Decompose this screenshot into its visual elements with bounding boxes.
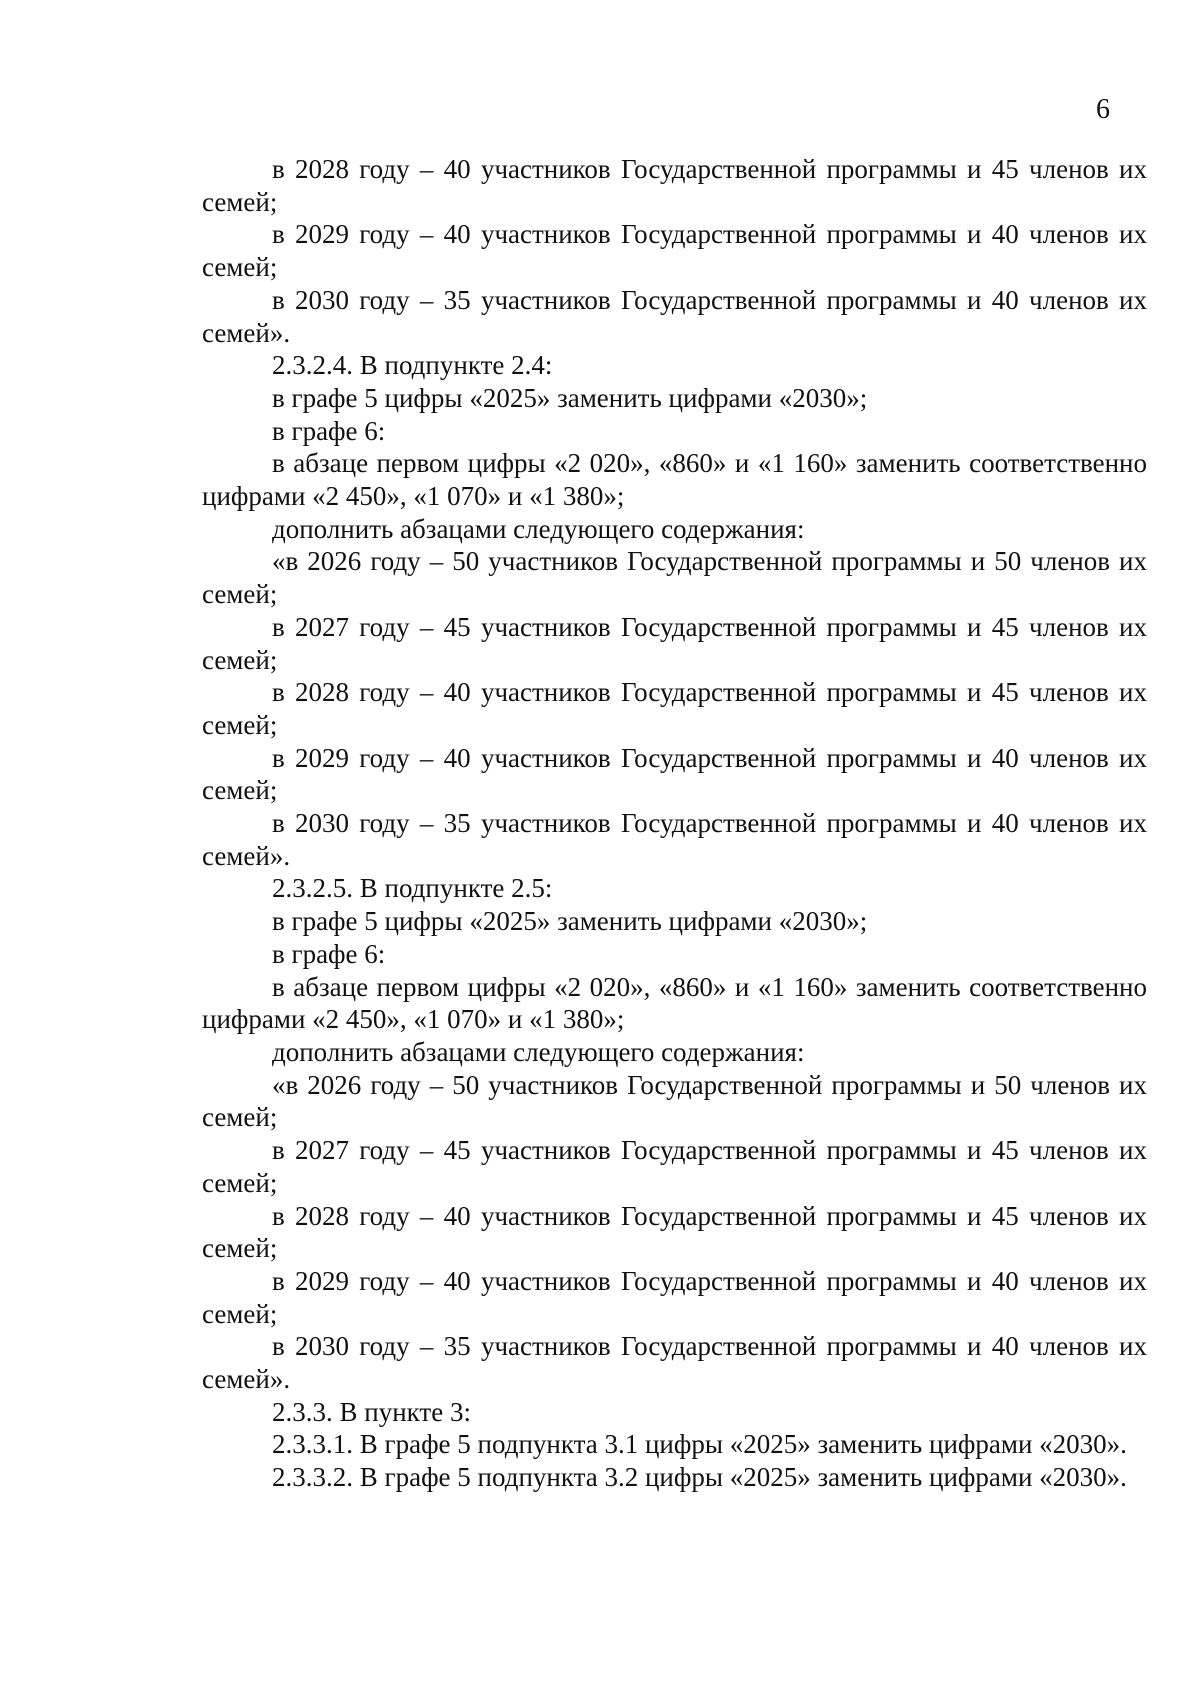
paragraph: в графе 6: bbox=[272, 415, 386, 446]
paragraph: в 2028 году – 40 участников Государственной программы и 45 членов их семей; bbox=[202, 154, 1147, 217]
paragraph: в графе 6: bbox=[272, 938, 386, 969]
paragraph: в абзаце первом цифры «2 020», «860» и «1 160» заменить соответственно цифрами «2 450», «1 070» и «1 380»; bbox=[202, 971, 1147, 1035]
paragraph: 2.3.3.1. В графе 5 подпункта 3.1 цифры «2025» заменить цифрами «2030». bbox=[272, 1429, 1127, 1460]
paragraph: в 2030 году – 35 участников Государственной программы и 40 членов их семей». bbox=[202, 1331, 1147, 1395]
paragraph: в 2027 году – 45 участников Государственной программы и 45 членов их семей; bbox=[202, 611, 1147, 675]
paragraph: 2.3.2.5. В подпункте 2.5: bbox=[272, 873, 553, 904]
paragraph: в 2030 году – 35 участников Государственной программы и 40 членов их семей». bbox=[202, 284, 1147, 348]
paragraph: в 2029 году – 40 участников Государственной программы и 40 членов их семей; bbox=[202, 742, 1147, 806]
paragraph: в графе 5 цифры «2025» заменить цифрами «2030»; bbox=[272, 906, 868, 937]
paragraph: в 2028 году – 40 участников Государственной программы и 45 членов их семей; bbox=[202, 677, 1147, 740]
paragraph: в 2029 году – 40 участников Государственной программы и 40 членов их семей; bbox=[202, 1265, 1147, 1329]
paragraph: «в 2026 году – 50 участников Государственной программы и 50 членов их семей; bbox=[202, 1069, 1147, 1133]
paragraph: в 2027 году – 45 участников Государственной программы и 45 членов их семей; bbox=[202, 1135, 1147, 1198]
paragraph: дополнить абзацами следующего содержания: bbox=[272, 1036, 805, 1067]
paragraph: в 2030 году – 35 участников Государственной программы и 40 членов их семей». bbox=[202, 808, 1147, 871]
paragraph: в абзаце первом цифры «2 020», «860» и «1 160» заменить соответственно цифрами «2 450», «1 070» и «1 380»; bbox=[202, 448, 1147, 512]
paragraph: в графе 5 цифры «2025» заменить цифрами «2030»; bbox=[272, 382, 868, 413]
paragraph: 2.3.2.4. В подпункте 2.4: bbox=[272, 350, 553, 381]
paragraph: в 2029 году – 40 участников Государственной программы и 40 членов их семей; bbox=[202, 219, 1147, 283]
paragraph: в 2028 году – 40 участников Государственной программы и 45 членов их семей; bbox=[202, 1200, 1147, 1264]
paragraph: 2.3.3. В пункте 3: bbox=[272, 1396, 471, 1427]
paragraph: «в 2026 году – 50 участников Государственной программы и 50 членов их семей; bbox=[202, 546, 1147, 610]
paragraph: дополнить абзацами следующего содержания: bbox=[272, 513, 805, 544]
page-number: 6 bbox=[1096, 94, 1110, 125]
document-body bbox=[202, 153, 1147, 1494]
paragraph: 2.3.3.2. В графе 5 подпункта 3.2 цифры «2025» заменить цифрами «2030». bbox=[272, 1462, 1127, 1493]
